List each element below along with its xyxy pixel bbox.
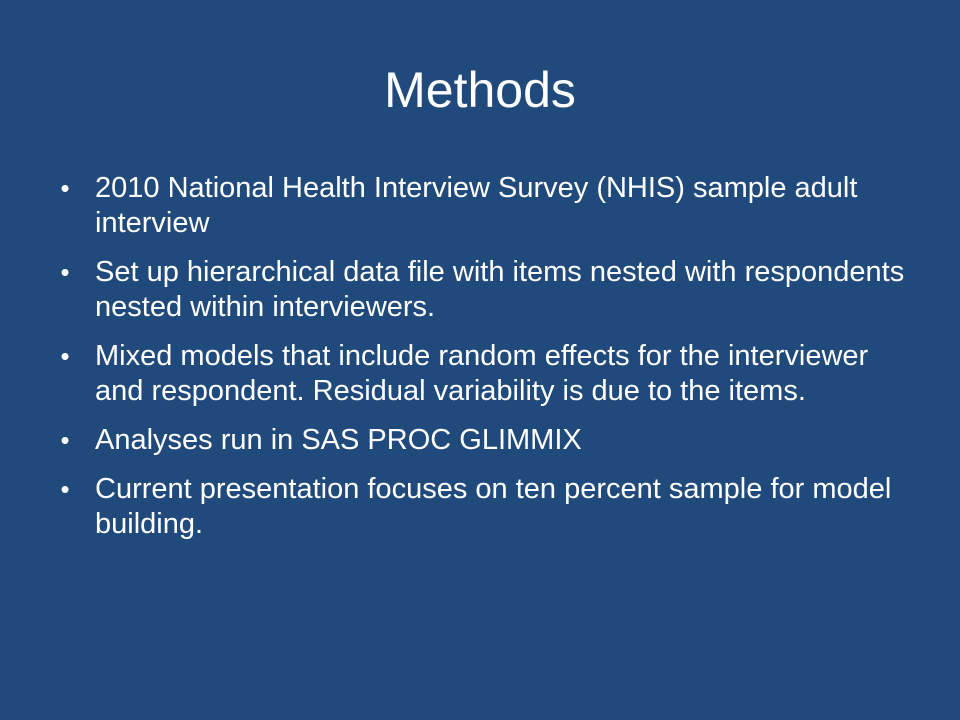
bullet-text: Mixed models that include random effects for the interviewer and respondent. Residual variability is due to the items.	[95, 340, 869, 407]
bullet-dot-icon: •	[60, 173, 70, 203]
bullet-text: Current presentation focuses on ten percent sample for model building.	[95, 473, 892, 540]
bullet-item	[58, 339, 918, 409]
bullet-dot-icon: •	[60, 425, 70, 455]
bullet-text: 2010 National Health Interview Survey (NHIS) sample adult interview	[95, 172, 858, 239]
slide-title: Methods	[384, 62, 576, 118]
bullet-item	[58, 423, 918, 458]
bullet-item	[58, 472, 918, 542]
bullet-dot-icon: •	[60, 341, 70, 371]
bullet-dot-icon: •	[60, 474, 70, 504]
bullet-text: Analyses run in SAS PROC GLIMMIX	[95, 424, 582, 456]
bullet-list	[58, 171, 918, 556]
bullet-item	[58, 171, 918, 241]
bullet-dot-icon: •	[60, 257, 70, 287]
bullet-text: Set up hierarchical data file with items nested with respondents nested within interviewers.	[95, 256, 905, 323]
bullet-item	[58, 255, 918, 325]
